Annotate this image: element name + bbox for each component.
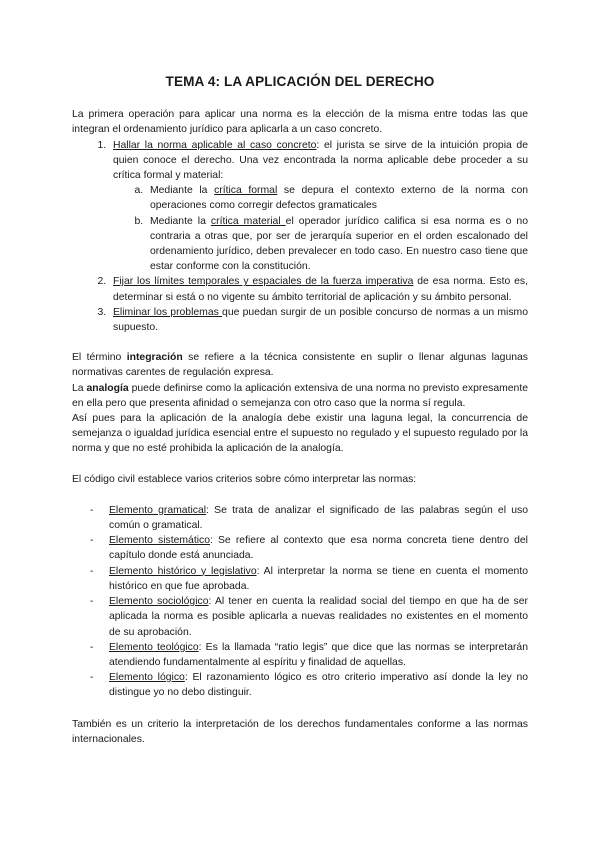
list-item xyxy=(146,214,528,275)
steps-list xyxy=(72,138,528,336)
criterio-name: Elemento sistemático xyxy=(109,535,210,547)
substeps-list xyxy=(113,183,528,274)
text-body: se refiere a la técnica consistente en suplir o llenar algunas lagunas normativas carentes de regulación expresa. xyxy=(72,352,528,379)
list-item xyxy=(109,670,528,700)
list-item xyxy=(109,503,528,533)
intro-paragraph: La primera operación para aplicar una norma es la elección de la misma entre todas las que integran el ordenamiento jurídico para aplicarla a un caso concreto. xyxy=(72,109,528,136)
substep-heading: crítica formal xyxy=(214,185,278,197)
criterios-list xyxy=(72,503,528,701)
substep-heading: crítica material xyxy=(210,215,286,227)
substep-text: se depura el contexto externo de la norma con operaciones como corregir defectos gramaticales xyxy=(150,185,529,212)
term-analogia: analogía xyxy=(86,382,129,394)
list-item xyxy=(109,640,528,670)
substep-prefix: Mediante la xyxy=(150,185,215,197)
list-item xyxy=(109,274,528,304)
integracion-paragraph xyxy=(72,350,528,380)
criterio-text: : Es la llamada “ratio legis” que dice que las normas se interpretarán atendiendo fundamentalmente al espíritu y finalidad de aquellas. xyxy=(109,641,528,668)
term-integracion: integración xyxy=(126,352,183,364)
criterio-text: : Se refiere al contexto que esa norma concreta tiene dentro del capítulo donde está anunciada. xyxy=(109,535,528,562)
list-item xyxy=(109,533,528,563)
text-prefix: El término xyxy=(72,352,127,364)
list-item xyxy=(109,138,528,275)
substep-prefix: Mediante la xyxy=(150,215,211,227)
criterio-name: Elemento teológico xyxy=(109,641,199,653)
criterio-name: Elemento sociológico xyxy=(109,596,209,608)
criterio-text: : Al tener en cuenta la realidad social del tiempo en que ha de ser aplicada la norma es posible aplicarla a nuevas realidades no existentes en el momento de su aprobación. xyxy=(109,596,528,638)
list-item xyxy=(146,183,528,213)
list-item xyxy=(109,594,528,640)
criterio-text: : El razonamiento lógico es otro criterio imperativo así donde la ley no distingue yo no debo distinguir. xyxy=(109,672,529,699)
criterio-name: Elemento lógico xyxy=(109,672,185,684)
criterio-name: Elemento gramatical xyxy=(109,504,207,516)
criterio-name: Elemento histórico y legislativo xyxy=(109,565,257,577)
list-item xyxy=(109,564,528,594)
analogia-paragraph xyxy=(72,381,528,411)
step-heading: Fijar los límites temporales y espaciales de la fuerza imperativa xyxy=(113,276,414,288)
criterio-text: : Se trata de analizar el significado de las palabras según el uso común o gramatical. xyxy=(109,504,528,532)
step-heading: Eliminar los problemas xyxy=(113,306,223,318)
step-text: que puedan surgir de un posible concurso de normas a un mismo supuesto. xyxy=(113,306,528,334)
codigo-civil-paragraph: El código civil establece varios criterios sobre cómo interpretar las normas: xyxy=(72,473,417,485)
document-page xyxy=(72,74,528,747)
criterio-text: : Al interpretar la norma se tiene en cuenta el momento histórico en que fue aprobada. xyxy=(109,565,528,592)
analogia-requirements: Así pues para la aplicación de la analogía debe existir una laguna legal, la concurrencia de semejanza o igualdad jurídica esencial entre el supuesto no regulado y el supuesto regulado por la norma y que no esté prohibida la aplicación de la analogía. xyxy=(72,413,528,455)
step-text: : el jurista se sirve de la intuición propia de quien conoce el derecho. Una vez encontrada la norma aplicable debe proceder a su crítica formal y material: xyxy=(113,139,528,182)
substep-text: el operador jurídico califica si esa norma es o no contraria a otras que, por ser de jerarquía superior en el orden escalonado del ordenamiento jurídico, deben prevalecer en todo caso. En nuestro caso tiene que estar conforme con la constitución. xyxy=(150,215,528,273)
step-heading: Hallar la norma aplicable al caso concreto xyxy=(113,139,317,151)
list-item xyxy=(109,305,528,335)
text-prefix: La xyxy=(72,382,87,394)
conclusion-paragraph: También es un criterio la interpretación de los derechos fundamentales conforme a las normas internacionales. xyxy=(72,718,528,745)
step-text: de esa norma. Esto es, determinar si está o no vigente su ámbito territorial de aplicación y su ámbito personal. xyxy=(113,276,528,303)
page-title: TEMA 4: LA APLICACIÓN DEL DERECHO xyxy=(165,74,435,89)
text-body: puede definirse como la aplicación extensiva de una norma no previsto expresamente en ella pero que presenta afinidad o semejanza con otro caso que la norma sí regula. xyxy=(72,382,528,409)
